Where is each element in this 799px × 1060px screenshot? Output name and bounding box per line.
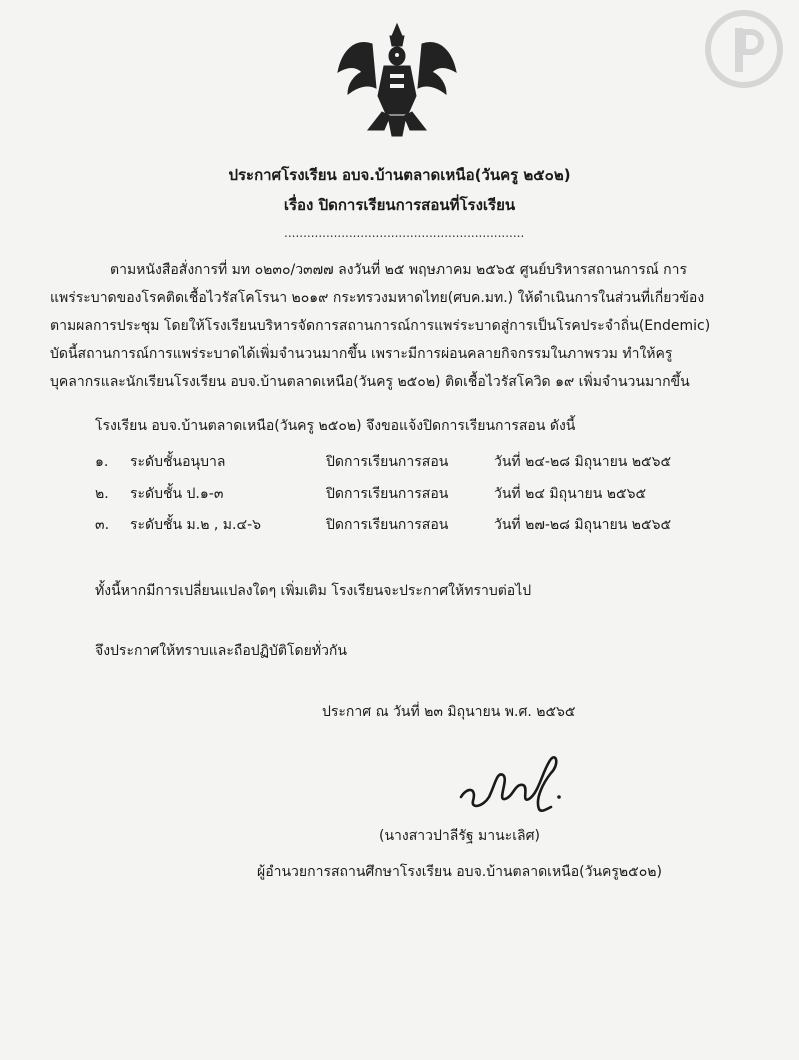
closure-action: ปิดการเรียนการสอน [326, 486, 449, 502]
closure-date: วันที่ ๒๔-๒๘ มิถุนายน ๒๕๖๕ [494, 454, 672, 470]
closure-date: วันที่ ๒๗-๒๘ มิถุนายน ๒๕๖๕ [494, 517, 672, 533]
announcement-date: ประกาศ ณ วันที่ ๒๓ มิถุนายน พ.ศ. ๒๕๖๕ [322, 704, 576, 720]
announcement-title: ประกาศโรงเรียน อบจ.บ้านตลาดเหนือ(วันครู ๒๕๐๒) [228, 166, 571, 184]
closure-level: ระดับชั้นอนุบาล [130, 454, 226, 470]
closure-intro: โรงเรียน อบจ.บ้านตลาดเหนือ(วันครู ๒๕๐๒) จึงขอแจ้งปิดการเรียนการสอน ดังนี้ [95, 418, 576, 434]
announcement-subject: เรื่อง ปิดการเรียนการสอนที่โรงเรียน [283, 196, 516, 214]
closure-number: ๓. [95, 517, 110, 533]
paragraph-line: แพร่ระบาดของโรคติดเชื้อไวรัสโคโรนา ๒๐๑๙ กระทรวงมหาดไทย(ศบค.มท.) ให้ดำเนินการในส่วนที่เกี่ยวข้อง [50, 290, 705, 306]
closure-action: ปิดการเรียนการสอน [326, 454, 449, 470]
closure-level: ระดับชั้น ม.๒ , ม.๔-๖ [130, 517, 262, 533]
separator-line: ............................................................... [284, 226, 525, 240]
announce-line: จึงประกาศให้ทราบและถือปฏิบัติโดยทั่วกัน [95, 643, 347, 659]
paragraph-line: ตามหนังสือสั่งการที่ มท ๐๒๓๐/ว๓๗๗ ลงวันที่ ๒๕ พฤษภาคม ๒๕๖๕ ศูนย์บริหารสถานการณ์ การ [110, 262, 688, 278]
signer-title: ผู้อำนวยการสถานศึกษาโรงเรียน อบจ.บ้านตลาดเหนือ(วันครู๒๕๐๒) [257, 864, 662, 880]
reference-paragraph [50, 256, 770, 396]
closure-number: ๑. [95, 454, 109, 470]
closure-action: ปิดการเรียนการสอน [326, 517, 449, 533]
paragraph-line: ตามผลการประชุม โดยให้โรงเรียนบริหารจัดการสถานการณ์การแพร่ระบาดสู่การเป็นโรคประจำถิ่น(Endemic) [50, 318, 711, 334]
handwritten-signature-icon [455, 745, 565, 813]
garuda-emblem-icon [332, 22, 462, 140]
change-notice: ทั้งนี้หากมีการเปลี่ยนแปลงใดๆ เพิ่มเติม โรงเรียนจะประกาศให้ทราบต่อไป [95, 583, 532, 599]
paragraph-line: บัดนี้สถานการณ์การแพร่ระบาดได้เพิ่มจำนวนมากขึ้น เพราะมีการผ่อนคลายกิจกรรมในภาพรวม ทำให้ครู [50, 346, 673, 362]
closure-number: ๒. [95, 486, 109, 502]
paragraph-line: บุคลากรและนักเรียนโรงเรียน อบจ.บ้านตลาดเหนือ(วันครู ๒๕๐๒) ติดเชื้อไวรัสโควิด ๑๙ เพิ่มจำนวนมากขึ้น [50, 374, 690, 390]
closure-level: ระดับชั้น ป.๑-๓ [130, 486, 224, 502]
signer-name: (นางสาวปาลีรัฐ มานะเลิศ) [379, 828, 540, 844]
circular-logo-watermark-icon [703, 8, 785, 90]
closure-date: วันที่ ๒๔ มิถุนายน ๒๕๖๕ [494, 486, 647, 502]
